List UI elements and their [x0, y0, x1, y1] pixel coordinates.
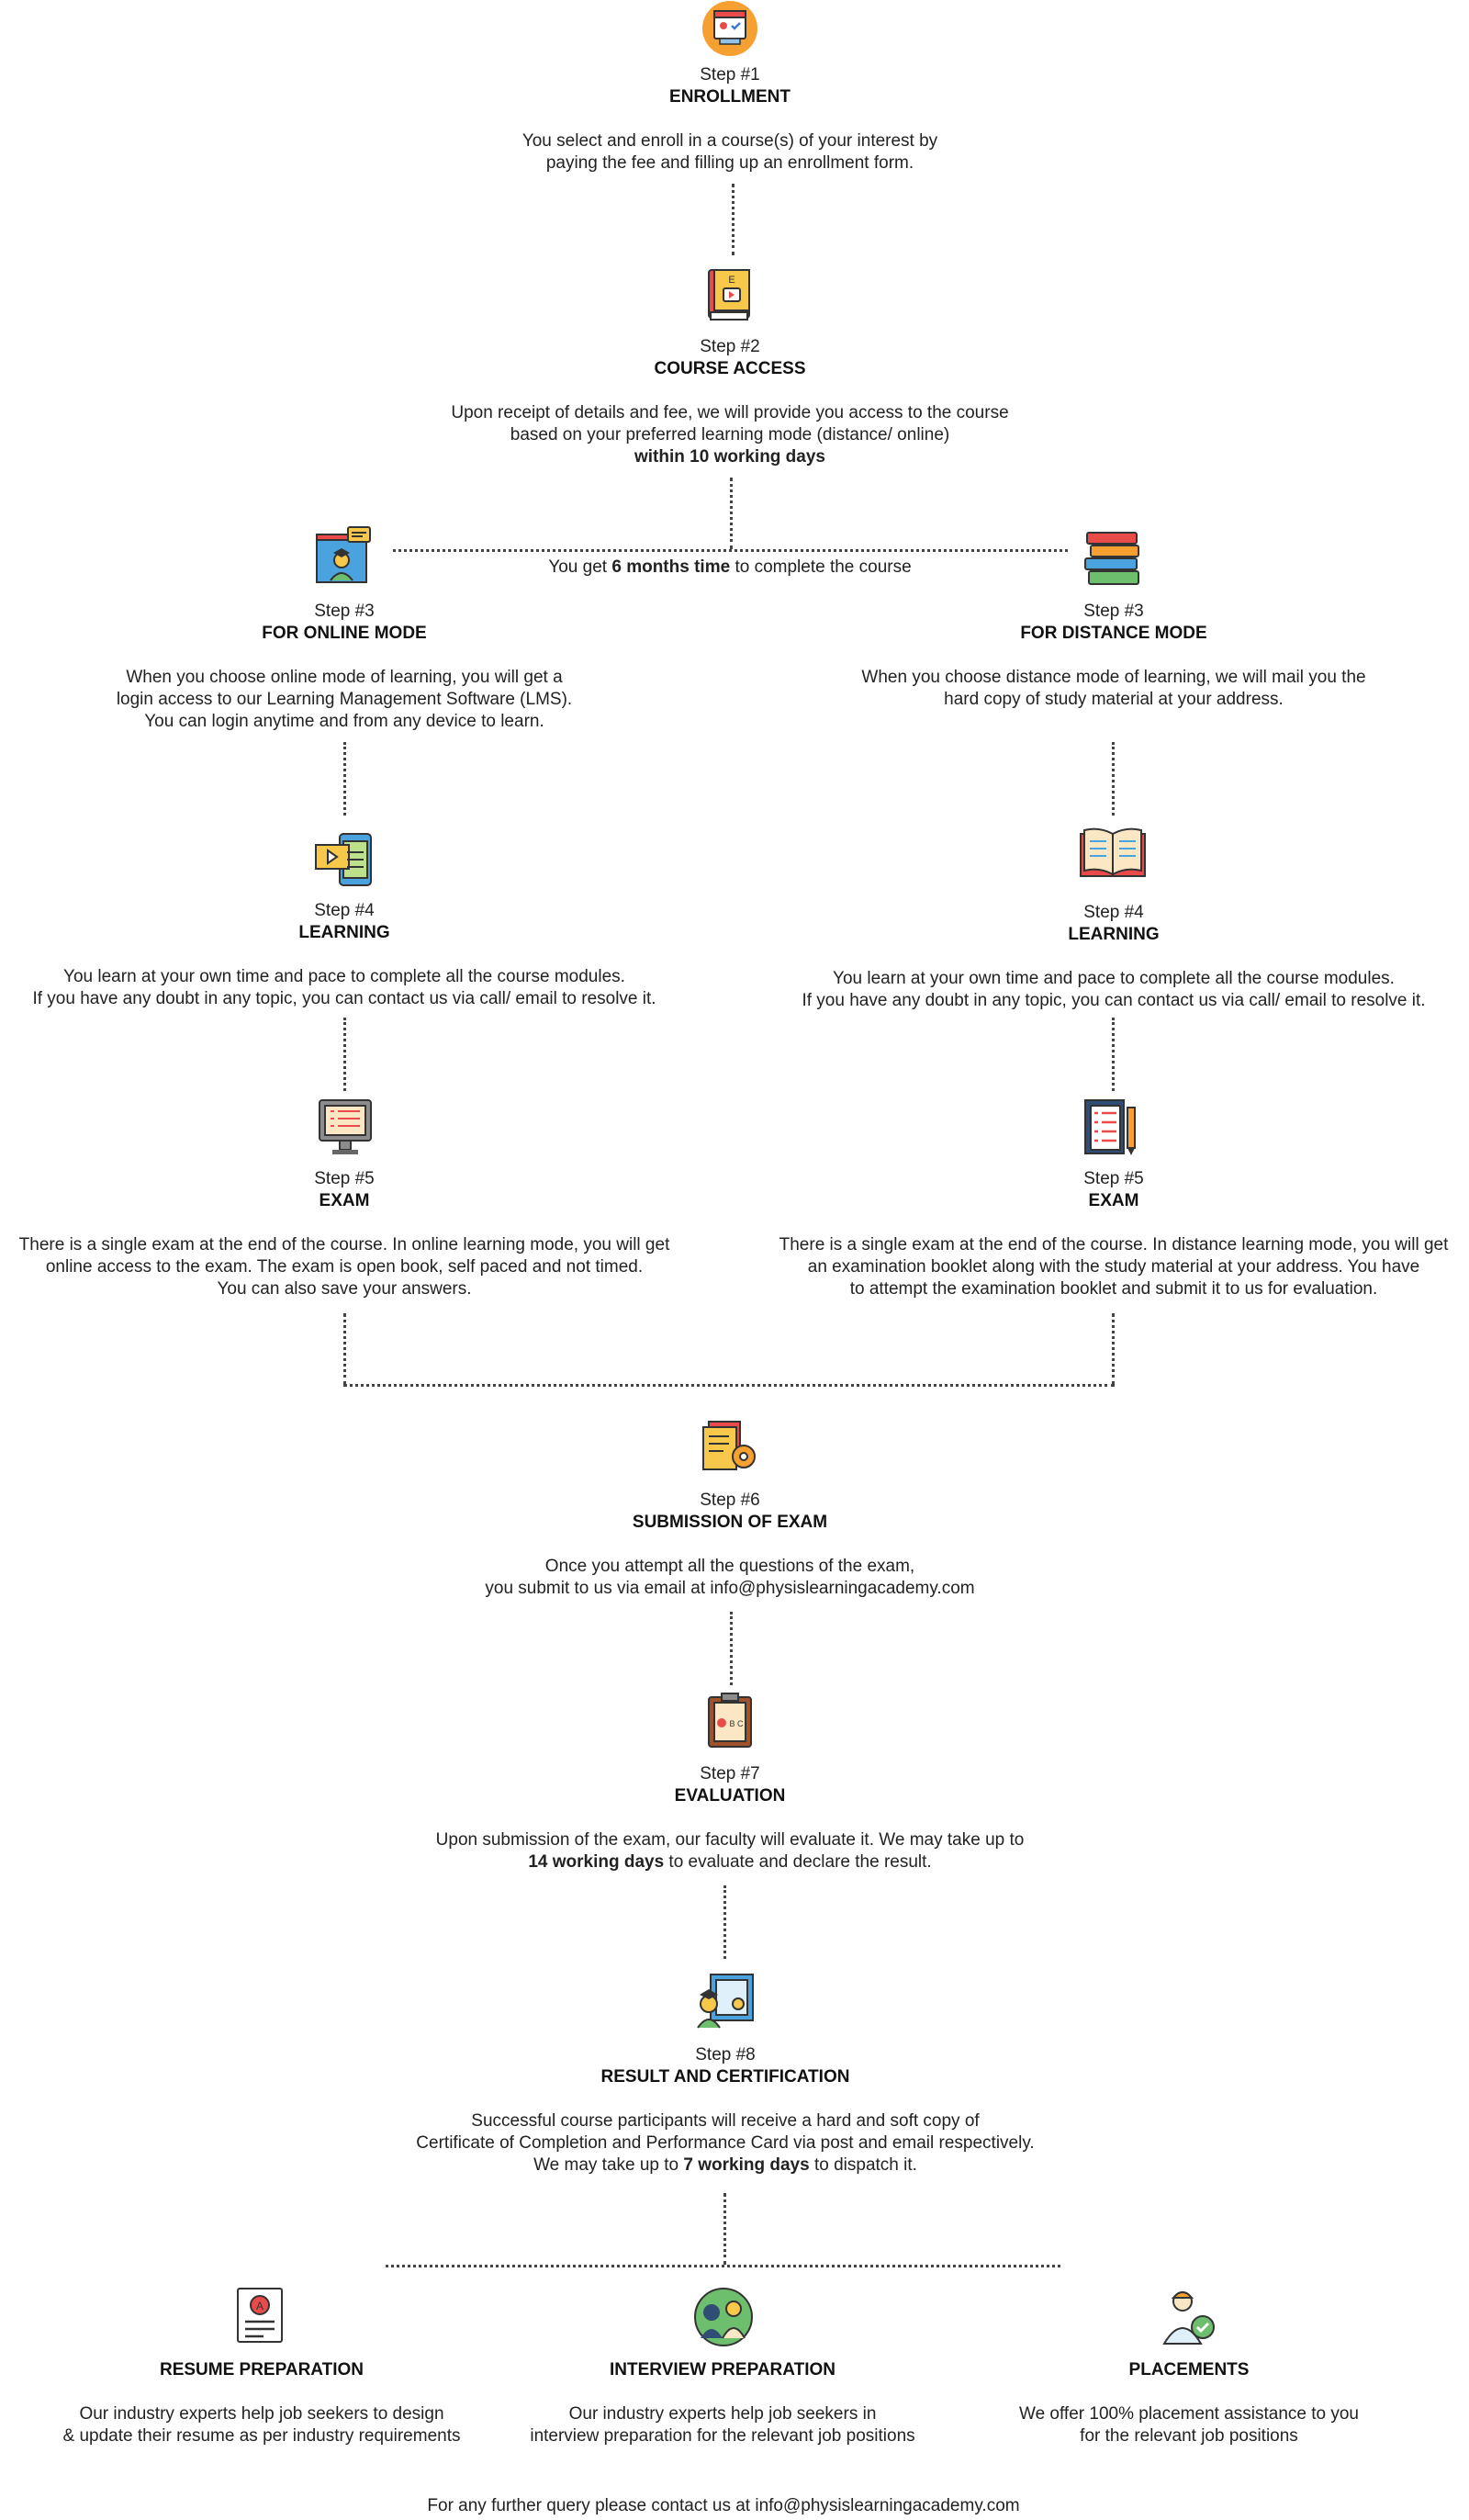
description-line: When you choose distance mode of learning, we will mail you the	[861, 668, 1366, 687]
step-label: Step #7	[700, 1764, 760, 1783]
svg-text:B C: B C	[729, 1719, 744, 1728]
step-label: Step #2	[700, 337, 760, 356]
time-note	[459, 557, 1001, 579]
certificate-icon	[694, 1973, 755, 2030]
placement-icon	[1161, 2287, 1219, 2346]
step-label: Step #3	[314, 602, 375, 621]
step-description	[367, 130, 1093, 174]
description-line: & update their resume as per industry requirements	[62, 2426, 461, 2446]
connector	[343, 1313, 346, 1385]
connector	[730, 1612, 733, 1685]
svg-text:A: A	[255, 2300, 264, 2312]
step-description	[746, 968, 1469, 1012]
video-lesson-icon	[314, 832, 375, 889]
description-line: There is a single exam at the end of the course. In distance learning mode, you will get	[779, 1235, 1449, 1254]
connector	[732, 184, 734, 255]
service-description	[973, 2403, 1405, 2447]
service-title: RESUME PREPARATION	[159, 2360, 364, 2379]
description-line: Successful course participants will receive a hard and soft copy of	[471, 2111, 980, 2131]
description-line: If you have any doubt in any topic, you can contact us via call/ email to resolve it.	[802, 991, 1426, 1010]
connector	[393, 549, 1068, 552]
step-label: Step #6	[700, 1491, 760, 1510]
connector	[343, 742, 346, 816]
footer-contact	[275, 2495, 1172, 2517]
step-label: Step #3	[1083, 602, 1144, 621]
step-8	[358, 2044, 1093, 2177]
description-line: Upon receipt of details and fee, we will provide you access to the course	[451, 403, 1009, 422]
step-title: FOR ONLINE MODE	[262, 624, 427, 643]
description-line: You learn at your own time and pace to complete all the course modules.	[63, 967, 625, 986]
connector	[386, 2265, 1060, 2267]
step-title: EXAM	[319, 1191, 370, 1210]
step-description	[367, 402, 1093, 468]
description-line: We offer 100% placement assistance to you	[1018, 2404, 1359, 2424]
connector	[723, 1885, 726, 1959]
step-title: COURSE ACCESS	[654, 359, 806, 378]
note-text: to complete the course	[730, 557, 912, 577]
description-line: You learn at your own time and pace to complete all the course modules.	[833, 969, 1395, 988]
step-title: FOR DISTANCE MODE	[1020, 624, 1207, 643]
highlight-text: 7 working days	[683, 2155, 810, 2175]
highlight-text: within 10 working days	[634, 447, 825, 467]
open-book-icon	[1079, 825, 1147, 880]
service-title: INTERVIEW PREPARATION	[610, 2360, 835, 2379]
description-line: paying the fee and filling up an enrollment form.	[545, 153, 914, 173]
step-label: Step #5	[1083, 1169, 1144, 1188]
svg-text:E: E	[728, 275, 735, 286]
step-5-online	[0, 1168, 689, 1300]
step-title: LEARNING	[298, 923, 390, 942]
connector	[1112, 742, 1115, 816]
step-6	[367, 1490, 1093, 1600]
online-learner-icon	[315, 525, 374, 584]
step-3-online	[0, 601, 689, 733]
step-3-distance	[744, 601, 1469, 711]
step-label: Step #4	[1083, 903, 1144, 922]
step-description	[0, 966, 689, 1010]
description-line: Upon submission of the exam, our faculty will evaluate it. We may take up to	[435, 1830, 1025, 1850]
connector	[1112, 1018, 1115, 1091]
step-4-online	[0, 900, 689, 1010]
description-line: an examination booklet along with the study material at your address. You have	[807, 1257, 1420, 1277]
description-line: for the relevant job positions	[1080, 2426, 1298, 2446]
description-line: You select and enroll in a course(s) of your interest by	[521, 131, 938, 151]
service-description	[18, 2403, 505, 2447]
description-line: login access to our Learning Management Software (LMS).	[116, 690, 573, 709]
description-line: Certificate of Completion and Performance Card via post and email respectively.	[416, 2133, 1035, 2153]
service-placements	[973, 2359, 1405, 2447]
service-resume	[18, 2359, 505, 2447]
highlight-text: 14 working days	[528, 1852, 665, 1872]
step-title: RESULT AND CERTIFICATION	[600, 2067, 850, 2087]
description-line: Our industry experts help job seekers in	[568, 2404, 877, 2424]
step-description	[744, 667, 1469, 711]
step-title: ENROLLMENT	[669, 87, 791, 107]
interview-icon	[693, 2287, 754, 2347]
step-description	[358, 2110, 1093, 2177]
footer-text: For any further query please contact us at info@physislearningacademy.com	[427, 2496, 1020, 2515]
description-line: interview preparation for the relevant job positions	[530, 2426, 915, 2446]
note-text: You get	[548, 557, 612, 577]
step-2	[367, 336, 1093, 468]
step-title: SUBMISSION OF EXAM	[632, 1513, 828, 1532]
description-line: Once you attempt all the questions of the exam,	[544, 1557, 915, 1576]
connector	[730, 478, 733, 549]
description-line: We may take up to	[533, 2155, 684, 2175]
computer-exam-icon	[314, 1098, 375, 1157]
step-description	[367, 1556, 1093, 1600]
step-7	[367, 1763, 1093, 1873]
description-line: online access to the exam. The exam is open book, self paced and not timed.	[45, 1257, 644, 1277]
step-label: Step #4	[314, 901, 375, 920]
books-stack-icon	[1083, 531, 1142, 588]
service-interview	[493, 2359, 952, 2447]
course-book-icon	[705, 268, 755, 323]
description-line: hard copy of study material at your address.	[944, 690, 1284, 709]
description-line: When you choose online mode of learning, you will get a	[126, 668, 563, 687]
description-line: There is a single exam at the end of the course. In online learning mode, you will get	[18, 1235, 670, 1254]
exam-checklist-icon	[1083, 1098, 1142, 1157]
step-description	[0, 667, 689, 733]
enrollment-form-icon	[701, 0, 758, 57]
step-description	[746, 1234, 1469, 1300]
step-title: EXAM	[1088, 1191, 1139, 1210]
step-title: LEARNING	[1068, 925, 1160, 944]
step-label: Step #1	[700, 65, 760, 84]
step-label: Step #8	[695, 2045, 756, 2064]
description-line: based on your preferred learning mode (distance/ online)	[510, 425, 950, 444]
connector	[723, 2193, 726, 2265]
submission-document-icon	[701, 1420, 758, 1475]
connector	[343, 1384, 1115, 1387]
step-description	[367, 1829, 1093, 1873]
step-5-distance	[746, 1168, 1469, 1300]
description-line: you submit to us via email at info@physislearningacademy.com	[485, 1579, 975, 1598]
description-line: to attempt the examination booklet and submit it to us for evaluation.	[849, 1279, 1378, 1299]
description-line: If you have any doubt in any topic, you can contact us via call/ email to resolve it.	[32, 989, 656, 1008]
description-line: Our industry experts help job seekers to design	[79, 2404, 444, 2424]
step-label: Step #5	[314, 1169, 375, 1188]
evaluation-clipboard-icon	[707, 1692, 755, 1749]
description-line: to dispatch it.	[809, 2155, 917, 2175]
step-description	[0, 1234, 689, 1300]
service-title: PLACEMENTS	[1128, 2360, 1250, 2379]
resume-icon	[236, 2287, 286, 2344]
description-line: to evaluate and declare the result.	[664, 1852, 932, 1872]
service-description	[493, 2403, 952, 2447]
step-4-distance	[746, 902, 1469, 1012]
highlight-text: 6 months time	[611, 557, 731, 577]
step-1	[367, 64, 1093, 174]
step-title: EVALUATION	[674, 1786, 786, 1806]
connector	[343, 1018, 346, 1091]
description-line: You can also save your answers.	[217, 1279, 472, 1299]
connector	[1112, 1313, 1115, 1385]
description-line: You can login anytime and from any device to learn.	[144, 712, 544, 731]
